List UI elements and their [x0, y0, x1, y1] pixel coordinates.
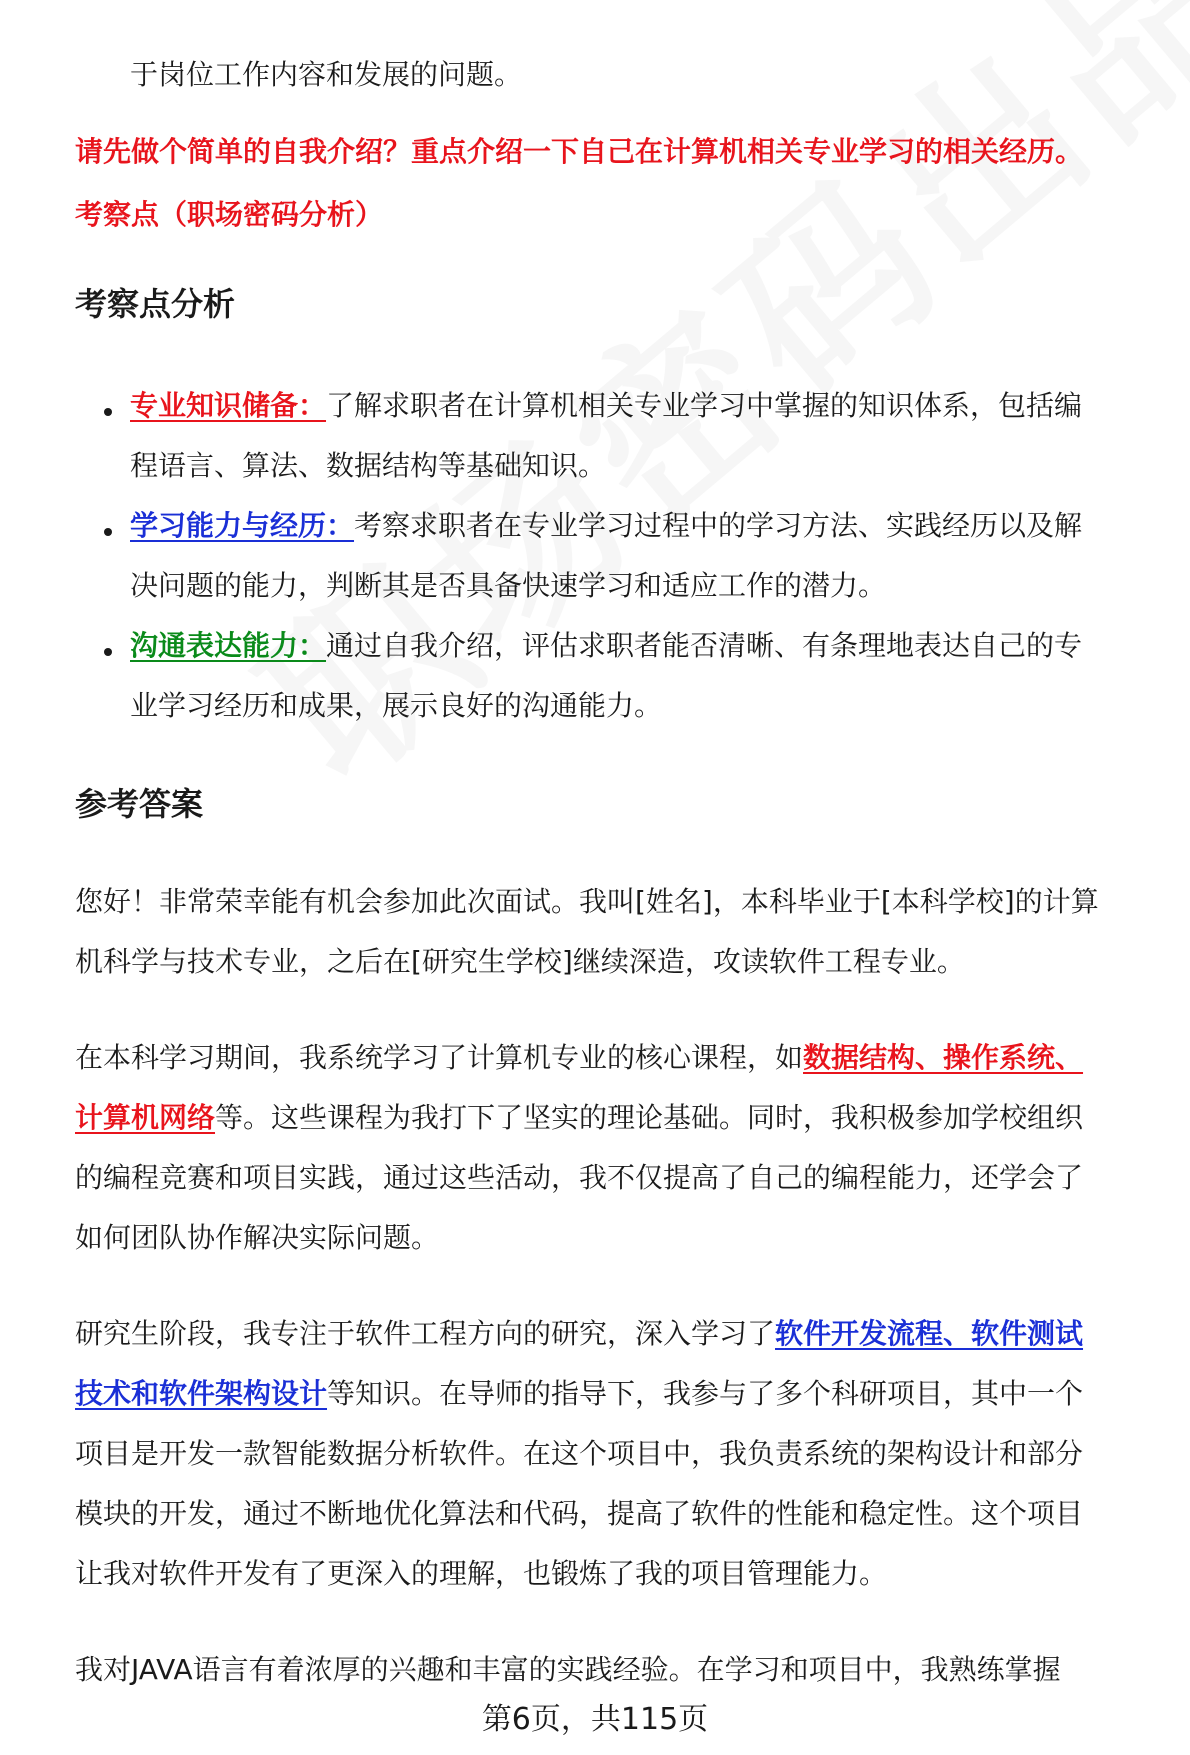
answer-paragraph-2-cont	[75, 1098, 1083, 1138]
analysis-item-2	[130, 506, 1082, 546]
section-answer-title: 参考答案	[75, 785, 204, 823]
answer-text: 在本科学习期间，我系统学习了计算机专业的核心课程，如	[75, 1041, 804, 1074]
bullet-dot	[104, 528, 112, 536]
highlight-courses: 数据结构、操作系统、	[803, 1041, 1084, 1074]
page-number-footer: 第6页，共115页	[481, 1702, 709, 1737]
kaochadian-label: 考察点（职场密码分析）	[75, 198, 384, 231]
answer-paragraph-2	[75, 1038, 1083, 1078]
bullet-dot	[104, 408, 112, 416]
analysis-text: 了解求职者在计算机相关专业学习中掌握的知识体系，包括编	[326, 389, 1083, 422]
highlight-topics: 软件开发流程、软件测试	[775, 1317, 1084, 1350]
answer-paragraph-3-cont	[75, 1374, 1083, 1414]
answer-text: 等知识。在导师的指导下，我参与了多个科研项目，其中一个	[327, 1377, 1084, 1410]
analysis-item-1-cont: 程语言、算法、数据结构等基础知识。	[130, 449, 607, 482]
analysis-text: 通过自我介绍，评估求职者能否清晰、有条理地表达自己的专	[326, 629, 1083, 662]
answer-paragraph-3-cont: 让我对软件开发有了更深入的理解，也锻炼了我的项目管理能力。	[75, 1557, 888, 1590]
interview-question: 请先做个简单的自我介绍？重点介绍一下自己在计算机相关专业学习的相关经历。	[75, 135, 1084, 168]
analysis-term: 学习能力与经历：	[130, 509, 355, 542]
answer-paragraph-3-cont: 模块的开发，通过不断地优化算法和代码，提高了软件的性能和稳定性。这个项目	[75, 1497, 1084, 1530]
answer-paragraph-3	[75, 1314, 1083, 1354]
answer-text: 等。这些课程为我打下了坚实的理论基础。同时，我积极参加学校组织	[215, 1101, 1084, 1134]
analysis-item-1	[130, 386, 1082, 426]
analysis-item-3-cont: 业学习经历和成果，展示良好的沟通能力。	[130, 689, 663, 722]
highlight-topics: 技术和软件架构设计	[75, 1377, 328, 1410]
analysis-term: 专业知识储备：	[130, 389, 327, 422]
answer-paragraph-2-cont: 如何团队协作解决实际问题。	[75, 1221, 440, 1254]
intro-tail-text: 于岗位工作内容和发展的问题。	[130, 58, 523, 91]
answer-paragraph-1-cont: 机科学与技术专业，之后在[研究生学校]继续深造，攻读软件工程专业。	[75, 945, 965, 978]
answer-paragraph-4: 我对JAVA语言有着浓厚的兴趣和丰富的实践经验。在学习和项目中，我熟练掌握	[75, 1653, 1061, 1686]
analysis-text: 考察求职者在专业学习过程中的学习方法、实践经历以及解	[354, 509, 1083, 542]
bullet-dot	[104, 648, 112, 656]
analysis-term: 沟通表达能力：	[130, 629, 327, 662]
answer-paragraph-2-cont: 的编程竞赛和项目实践，通过这些活动，我不仅提高了自己的编程能力，还学会了	[75, 1161, 1084, 1194]
answer-paragraph-3-cont: 项目是开发一款智能数据分析软件。在这个项目中，我负责系统的架构设计和部分	[75, 1437, 1084, 1470]
analysis-item-3	[130, 626, 1082, 666]
answer-paragraph-1: 您好！非常荣幸能有机会参加此次面试。我叫[姓名]，本科毕业于[本科学校]的计算	[75, 885, 1099, 918]
analysis-item-2-cont: 决问题的能力，判断其是否具备快速学习和适应工作的潜力。	[130, 569, 887, 602]
section-analysis-title: 考察点分析	[75, 285, 236, 323]
answer-text: 研究生阶段，我专注于软件工程方向的研究，深入学习了	[75, 1317, 776, 1350]
highlight-courses: 计算机网络	[75, 1101, 216, 1134]
